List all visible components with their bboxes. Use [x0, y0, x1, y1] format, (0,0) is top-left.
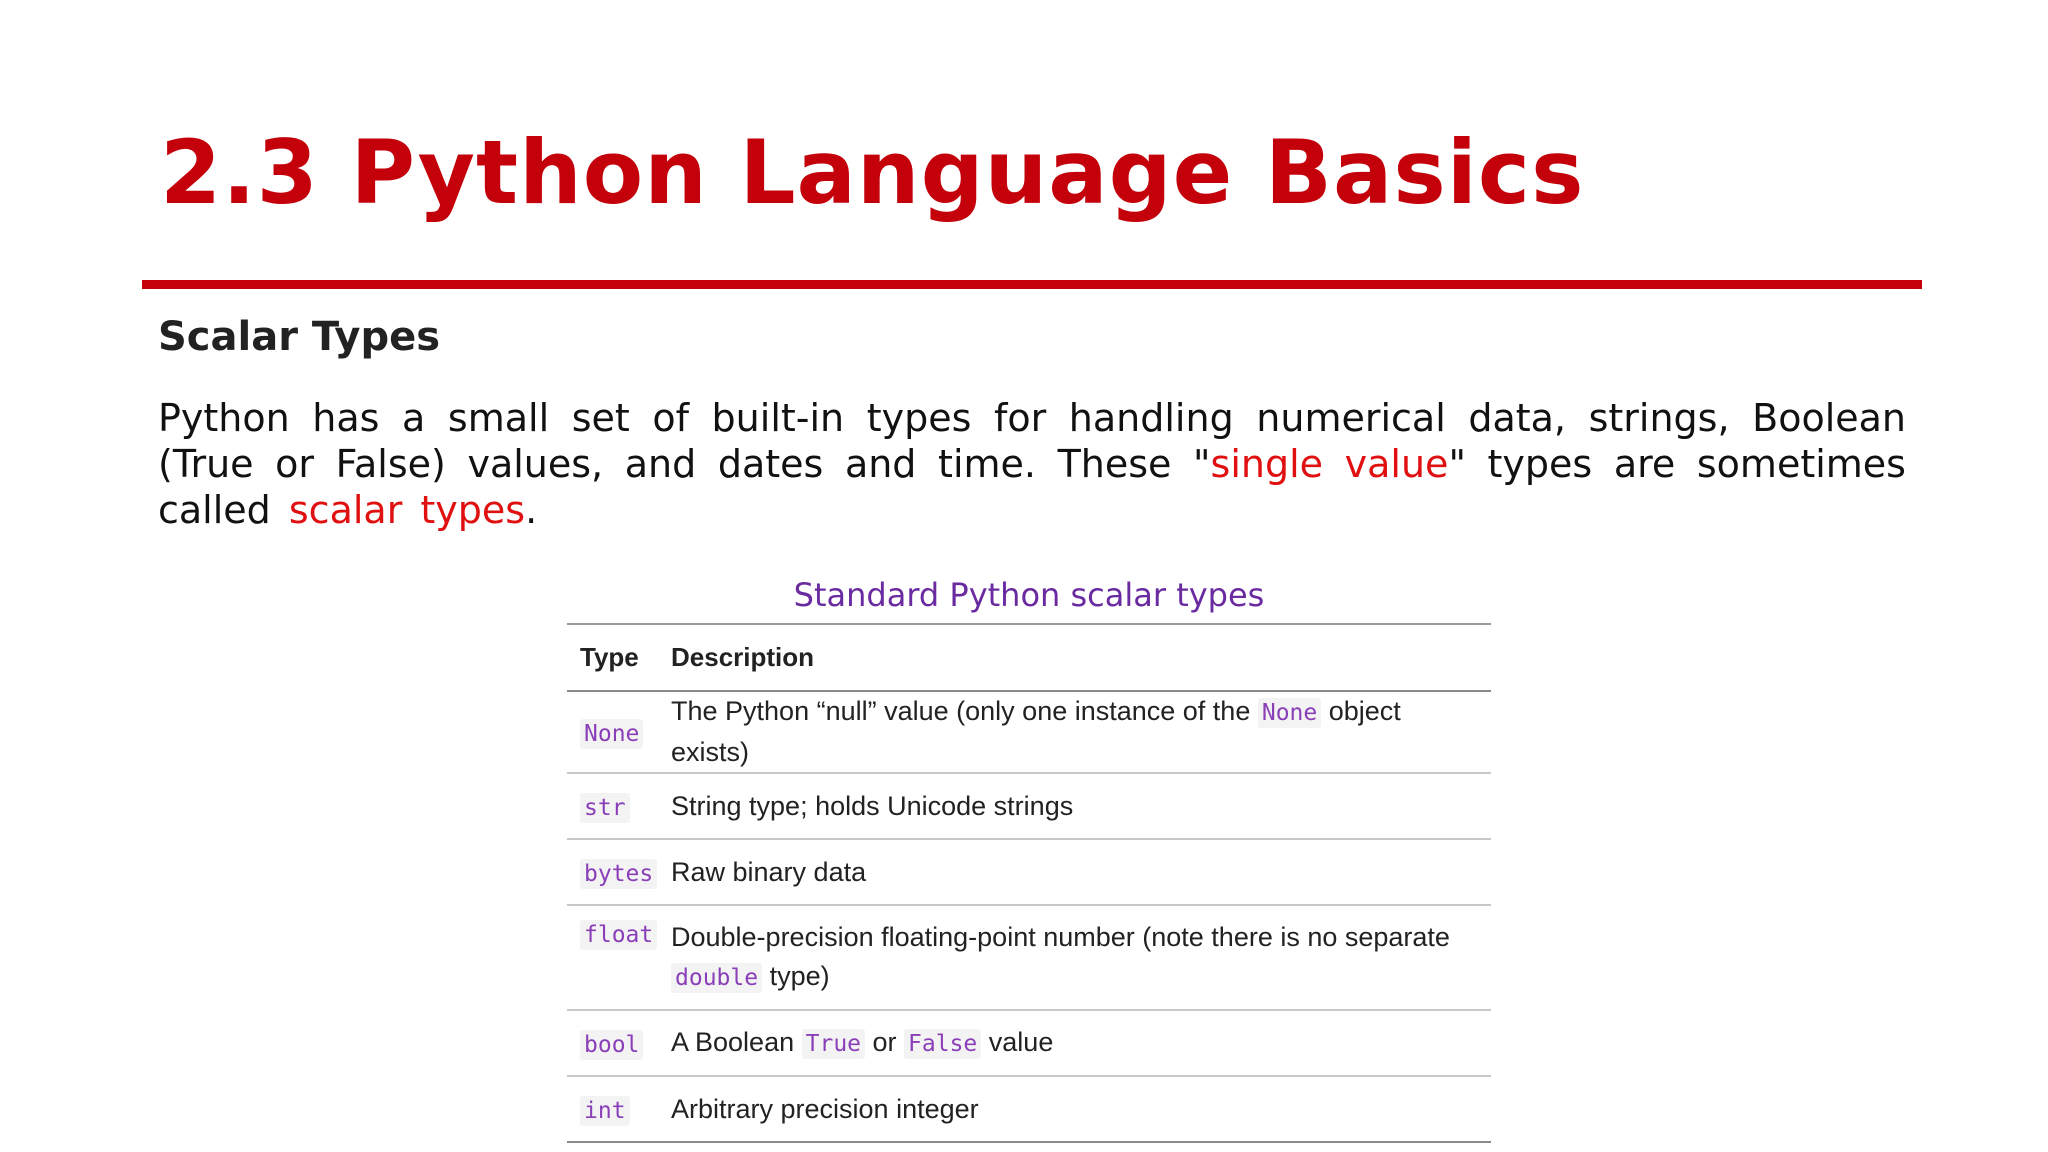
type-code: str — [580, 793, 630, 823]
table-row — [567, 906, 1491, 1011]
table-header-row — [567, 625, 1491, 692]
section-heading: Scalar Types — [158, 314, 441, 360]
type-description: Double-precision floating-point number (note there is no separate double type) — [671, 922, 1450, 991]
header-description: Description — [671, 642, 815, 672]
table-caption: Standard Python scalar types — [793, 576, 1265, 614]
type-code: None — [580, 719, 643, 749]
type-code: float — [580, 920, 657, 950]
type-code: int — [580, 1096, 630, 1126]
intro-paragraph — [158, 395, 1906, 533]
intro-text-3: . — [525, 488, 538, 532]
inline-code: None — [1258, 698, 1321, 728]
inline-code: False — [904, 1029, 981, 1059]
type-code: bool — [580, 1030, 643, 1060]
table-row — [567, 840, 1491, 906]
type-description: Raw binary data — [671, 856, 867, 887]
type-description: The Python “null” value (only one instance of the None object exists) — [671, 696, 1401, 767]
highlight-single-value: single value — [1210, 442, 1449, 486]
type-description: A Boolean True or False value — [671, 1026, 1054, 1057]
highlight-scalar-types: scalar types — [288, 488, 526, 532]
header-type: Type — [580, 642, 639, 672]
type-code: bytes — [580, 859, 657, 889]
table-row — [567, 1011, 1491, 1077]
table-row — [567, 774, 1491, 840]
intro-text-1: Python has a small set of built-in types for handling numerical data, strings, Boolean (True or False) values, and dates and time. These " — [158, 396, 1906, 486]
table-row — [567, 1077, 1491, 1143]
inline-code: double — [671, 963, 762, 993]
slide-title: 2.3 Python Language Basics — [160, 121, 1585, 224]
table-row — [567, 692, 1491, 774]
title-divider — [142, 280, 1922, 289]
scalar-types-table — [567, 623, 1491, 1143]
type-description: String type; holds Unicode strings — [671, 790, 1074, 821]
inline-code: True — [802, 1029, 865, 1059]
type-description: Arbitrary precision integer — [671, 1093, 979, 1124]
intro-text-2: " types are sometimes called — [158, 442, 1906, 532]
